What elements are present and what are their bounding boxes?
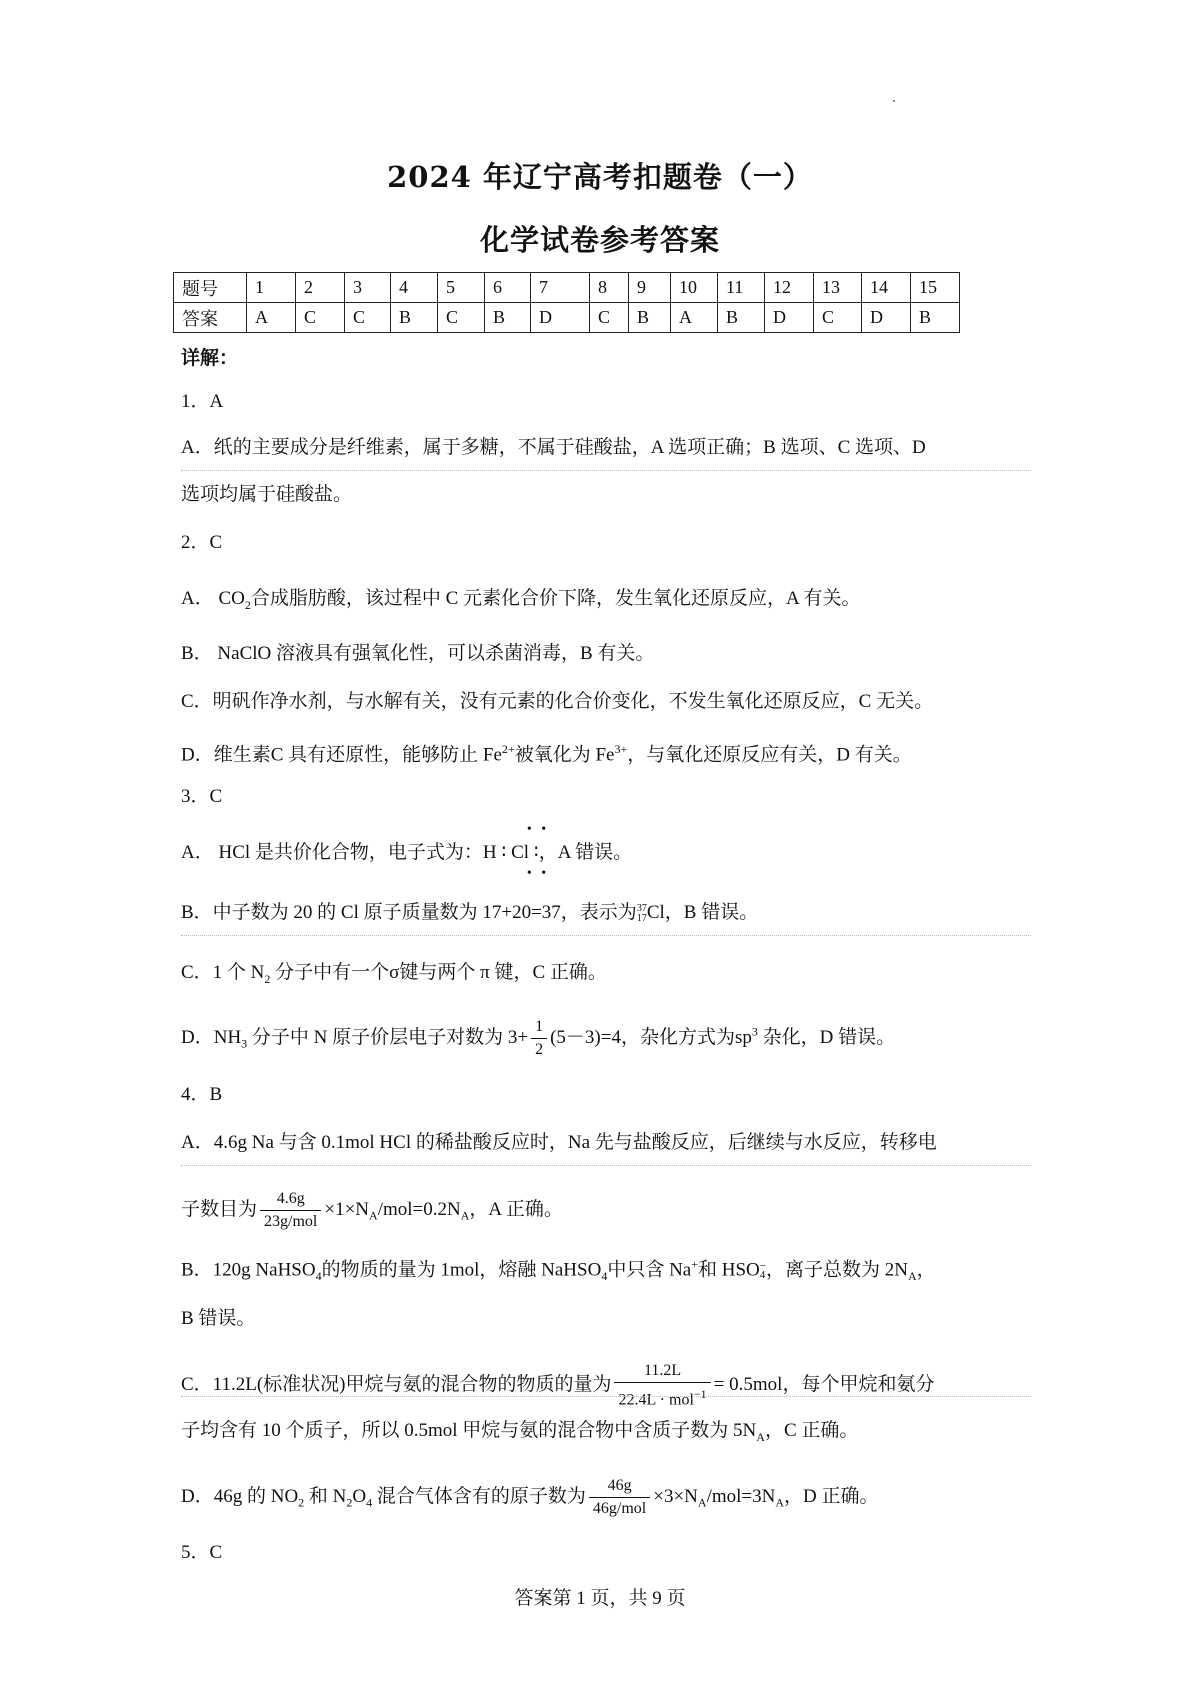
q2-option-b: B． NaClO 溶液具有强氧化性，可以杀菌消毒，B 有关。 (181, 643, 655, 664)
q2-option-d (181, 736, 912, 768)
text-span: ，A 正确。 (469, 1198, 563, 1220)
table-cell: B (718, 303, 765, 333)
text-span: ×1×N (324, 1198, 370, 1220)
q4-option-d (181, 1475, 879, 1520)
table-cell: D (862, 303, 911, 333)
text-span: 子数目为 (181, 1198, 258, 1220)
fraction (589, 1475, 650, 1520)
subscript: 2 (298, 1495, 305, 1510)
q3-option-d (181, 1016, 895, 1061)
text-span: ，C 正确。 (764, 1420, 859, 1441)
table-cell: A (247, 303, 296, 333)
text-span: D．46g 的 NO (181, 1485, 299, 1507)
table-cell: 13 (814, 273, 862, 303)
q4-option-b-line2: B 错误。 (181, 1308, 256, 1329)
subscript: 2 (264, 971, 271, 986)
q2-option-c: C．明矾作净水剂，与水解有关，没有元素的化合价变化，不发生氧化还原反应，C 无关。 (181, 691, 934, 712)
lone-pair-dots: • • (526, 822, 550, 837)
subscript: A (697, 1495, 707, 1510)
subscript: A (369, 1208, 378, 1223)
page-footer: 答案第 1 页，共 9 页 (514, 1588, 686, 1609)
fraction-denominator: 46g/mol (592, 1500, 647, 1517)
text-span: = 0.5mol，每个甲烷和氨分 (713, 1374, 935, 1396)
text-span: 的物质的量为 1mol，熔融 NaHSO (321, 1259, 602, 1281)
table-cell: 3 (345, 273, 391, 303)
table-cell: 6 (485, 273, 531, 303)
dotted-rule (181, 1396, 1031, 1397)
text-span: ，A 错误。 (538, 842, 633, 863)
text-span: D．NH (181, 1026, 242, 1048)
table-cell: B (391, 303, 438, 333)
table-cell: 2 (296, 273, 345, 303)
row-label-number: 题号 (174, 273, 247, 303)
q1-option-a-line1: A．纸的主要成分是纤维素，属于多糖，不属于硅酸盐，A 选项正确；B 选项、C 选项、D (181, 437, 926, 458)
superscript: − (759, 1259, 766, 1272)
text-span: C．11.2L(标准状况)甲烷与氨的混合物的物质的量为 (181, 1374, 612, 1396)
answer-table (173, 272, 960, 333)
q1-heading: 1．A (181, 391, 224, 412)
fraction (260, 1188, 321, 1233)
table-cell: D (765, 303, 814, 333)
table-cell: 11 (718, 273, 765, 303)
subscript: 4 (601, 1269, 608, 1284)
subscript: A (460, 1208, 470, 1223)
scan-speck (893, 100, 895, 102)
subscript: 2 (346, 1495, 353, 1510)
text-span: 杂化，D 错误。 (757, 1026, 896, 1048)
page-subtitle: 化学试卷参考答案 (479, 223, 720, 257)
table-cell: C (814, 303, 862, 333)
q3-option-c (181, 960, 607, 992)
row-label-answer: 答案 (174, 303, 247, 333)
superscript: + (691, 1257, 699, 1271)
subscript: 2 (244, 597, 251, 612)
table-cell: 14 (862, 273, 911, 303)
q4-heading: 4．B (181, 1084, 223, 1105)
table-cell: C (345, 303, 391, 333)
text-span: 和 HSO (698, 1259, 760, 1281)
dotted-rule (181, 935, 1031, 936)
table-cell: A (671, 303, 718, 333)
subscript: 4 (759, 1268, 766, 1281)
q3-option-b (181, 900, 758, 926)
subscript: 4 (315, 1269, 322, 1284)
text-span: A． HCl 是共价化合物，电子式为： (181, 842, 483, 863)
table-cell: 12 (765, 273, 814, 303)
q4-option-c-line1 (181, 1360, 934, 1411)
text-span: 22.4L · mol (618, 1391, 694, 1409)
table-cell: 1 (247, 273, 296, 303)
superscript: 2+ (501, 742, 515, 756)
q2-option-a (181, 586, 860, 618)
table-cell: 7 (531, 273, 590, 303)
text-span: C．1 个 N (181, 962, 265, 983)
superscript: 3 (751, 1024, 758, 1039)
q3-heading: 3．C (181, 786, 223, 807)
table-cell: 5 (438, 273, 485, 303)
text-span: 分子中有一个σ键与两个 π 键，C 正确。 (270, 962, 607, 983)
text-span: 子均含有 10 个质子，所以 0.5mol 甲烷与氨的混合物中含质子数为 5N (181, 1420, 757, 1441)
q4-option-a-line1: A．4.6g Na 与含 0.1mol HCl 的稀盐酸反应时，Na 先与盐酸反应，后继续与水反应，转移电 (181, 1132, 937, 1153)
subscript: 4 (366, 1495, 373, 1510)
element-symbol: Cl (646, 902, 665, 923)
table-cell: 9 (629, 273, 671, 303)
detail-heading: 详解： (181, 348, 239, 369)
text-span: B．中子数为 20 的 Cl 原子质量数为 17+20=37，表示为 (181, 902, 637, 923)
fraction-numerator: 11.2L (614, 1360, 710, 1383)
table-cell: 8 (590, 273, 629, 303)
text-span: ×3×N (653, 1485, 698, 1507)
lone-pair-dots: • • (526, 866, 550, 881)
text-span: 合成脂肪酸，该过程中 C 元素化合价下降，发生氧化还原反应，A 有关。 (250, 588, 861, 609)
q5-heading: 5．C (181, 1542, 223, 1563)
table-cell: D (531, 303, 590, 333)
text-span: ，B 错误。 (664, 902, 759, 923)
text-span: 中只含 Na (607, 1259, 692, 1281)
text-span: O (352, 1485, 367, 1507)
fraction-half (531, 1016, 547, 1061)
dotted-rule (181, 1165, 1031, 1166)
text-span: =4，杂化方式为sp (600, 1026, 752, 1048)
dotted-rule (181, 470, 1031, 471)
text-span: A． CO (181, 588, 245, 609)
subscript: 3 (241, 1036, 248, 1051)
fraction-denominator: 23g/mol (264, 1213, 318, 1230)
q2-heading: 2．C (181, 532, 223, 553)
table-cell: B (485, 303, 531, 333)
q4-option-b-line1 (181, 1251, 936, 1289)
fraction-denominator (614, 1383, 710, 1411)
table-cell: B (911, 303, 960, 333)
text-span: ，D 正确。 (784, 1485, 879, 1507)
table-cell: 15 (911, 273, 960, 303)
subscript: A (756, 1429, 765, 1444)
q4-option-a-line2 (181, 1188, 563, 1233)
q3-option-a (181, 822, 633, 881)
table-cell: C (590, 303, 629, 333)
fraction-denominator: 2 (535, 1041, 544, 1058)
q1-option-a-line2: 选项均属于硅酸盐。 (181, 484, 353, 505)
text-span: 混合气体含有的原子数为 (372, 1485, 586, 1507)
text-span: /mol=3N (706, 1485, 776, 1507)
table-cell: 4 (391, 273, 438, 303)
subscript: A (907, 1269, 917, 1284)
answer-row (174, 303, 960, 333)
fraction (614, 1360, 710, 1411)
text-span: B．120g NaHSO (181, 1259, 316, 1281)
atomic-number: 17 (636, 912, 647, 924)
text-span: 分子中 N 原子价层电子对数为 3+ (247, 1026, 529, 1048)
lewis-formula: H ∶ Cl ∶ (482, 842, 539, 863)
table-cell: C (438, 303, 485, 333)
hcl-lewis-structure (482, 822, 550, 881)
text-span: /mol=0.2N (377, 1198, 461, 1220)
subscript: A (775, 1495, 785, 1510)
text-span: D．维生素C 具有还原性，能够防止 Fe (181, 744, 502, 766)
question-number-row (174, 273, 960, 303)
table-cell: B (629, 303, 671, 333)
q4-option-c-line2 (181, 1418, 858, 1450)
text-span: 和 N (304, 1485, 347, 1507)
mass-number: 37 (636, 902, 647, 914)
text-span: 被氧化为 Fe (514, 744, 615, 766)
fraction-numerator: 4.6g (260, 1188, 321, 1211)
superscript: 3+ (614, 742, 628, 756)
page-title: 2024 年辽宁高考扣题卷（一） (387, 160, 813, 194)
text-span: ，离子总数为 2N (766, 1259, 908, 1281)
fraction-numerator: 46g (589, 1475, 650, 1498)
fraction-numerator: 1 (531, 1016, 547, 1039)
text-span: ， (916, 1259, 936, 1281)
text-span: (5－3) (550, 1026, 601, 1048)
table-cell: 10 (671, 273, 718, 303)
superscript: −1 (693, 1387, 707, 1401)
table-cell: C (296, 303, 345, 333)
text-span: ，与氧化还原反应有关，D 有关。 (627, 744, 912, 766)
